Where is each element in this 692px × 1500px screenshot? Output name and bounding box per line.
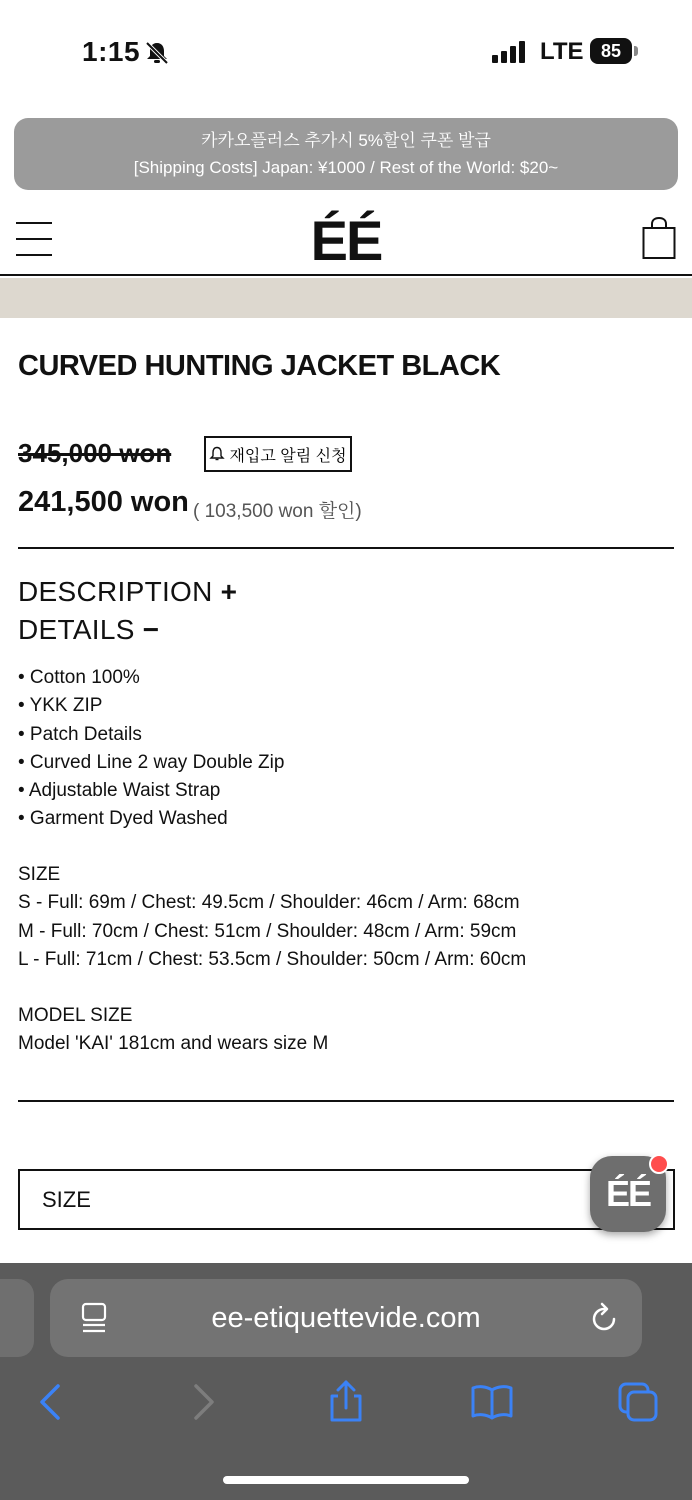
tabs-icon[interactable] bbox=[616, 1380, 660, 1424]
size-select[interactable]: SIZE bbox=[18, 1169, 675, 1230]
battery-tip bbox=[634, 46, 638, 56]
size-row: M - Full: 70cm / Chest: 51cm / Shoulder: 48cm / Arm: 59cm bbox=[18, 920, 517, 942]
network-label: LTE bbox=[540, 38, 584, 65]
restock-alert-button[interactable] bbox=[204, 436, 352, 472]
promo-banner-line2: [Shipping Costs] Japan: ¥1000 / Rest of the World: $20~ bbox=[133, 158, 559, 177]
previous-tab[interactable] bbox=[0, 1279, 34, 1357]
description-toggle[interactable] bbox=[18, 576, 237, 608]
reader-icon[interactable] bbox=[80, 1302, 108, 1334]
original-price: 345,000 won bbox=[18, 438, 172, 468]
minus-icon: − bbox=[142, 614, 160, 645]
site-logo[interactable]: ÉÉ bbox=[310, 209, 382, 272]
signal-icon bbox=[492, 40, 528, 64]
size-row: L - Full: 71cm / Chest: 53.5cm / Shoulder: 50cm / Arm: 60cm bbox=[18, 948, 527, 970]
list-item: • Curved Line 2 way Double Zip bbox=[18, 751, 285, 773]
sale-price: 241,500 won bbox=[18, 486, 189, 518]
details-list bbox=[18, 664, 284, 834]
bell-icon bbox=[209, 446, 225, 462]
model-size-heading: MODEL SIZE bbox=[18, 1005, 133, 1026]
size-row: S - Full: 69m / Chest: 49.5cm / Shoulder: 46cm / Arm: 68cm bbox=[18, 892, 520, 914]
list-item: • YKK ZIP bbox=[18, 695, 103, 717]
description-label: DESCRIPTION bbox=[18, 576, 213, 607]
chat-button[interactable]: ÉÉ bbox=[590, 1156, 666, 1232]
list-item: • Garment Dyed Washed bbox=[18, 808, 228, 830]
status-time: 1:15 bbox=[82, 36, 141, 67]
size-heading: SIZE bbox=[18, 864, 61, 885]
bookmarks-icon[interactable] bbox=[470, 1380, 514, 1424]
size-info bbox=[18, 861, 526, 974]
reload-icon[interactable] bbox=[588, 1302, 620, 1334]
promo-banner[interactable] bbox=[14, 118, 678, 190]
address-bar-url[interactable]: ee-etiquettevide.com bbox=[211, 1302, 481, 1334]
divider bbox=[18, 547, 674, 549]
back-icon[interactable] bbox=[30, 1380, 74, 1424]
restock-alert-label: 재입고 알림 신청 bbox=[229, 447, 347, 465]
discount-note: ( 103,500 won 할인) bbox=[193, 501, 362, 522]
plus-icon: + bbox=[220, 576, 238, 607]
site-header bbox=[0, 200, 692, 276]
list-item: • Cotton 100% bbox=[18, 667, 140, 688]
model-size-info bbox=[18, 1002, 328, 1059]
model-size-text: Model 'KAI' 181cm and wears size M bbox=[18, 1033, 329, 1055]
product-image-strip bbox=[0, 278, 692, 318]
list-item: • Patch Details bbox=[18, 723, 142, 745]
product-title: CURVED HUNTING JACKET BLACK bbox=[18, 350, 501, 382]
promo-banner-line1: 카카오플러스 추가시 5%할인 쿠폰 발급 bbox=[201, 131, 491, 150]
divider bbox=[18, 1100, 674, 1102]
notification-dot bbox=[649, 1154, 669, 1174]
bell-slash-icon bbox=[144, 40, 170, 66]
battery-icon: 85 bbox=[590, 38, 632, 64]
share-icon[interactable] bbox=[324, 1380, 368, 1424]
cart-icon[interactable] bbox=[642, 216, 676, 260]
details-label: DETAILS bbox=[18, 614, 135, 645]
list-item: • Adjustable Waist Strap bbox=[18, 780, 221, 802]
forward-icon[interactable] bbox=[180, 1380, 224, 1424]
home-indicator bbox=[223, 1476, 469, 1484]
details-toggle[interactable] bbox=[18, 614, 159, 646]
status-bar bbox=[0, 0, 692, 100]
